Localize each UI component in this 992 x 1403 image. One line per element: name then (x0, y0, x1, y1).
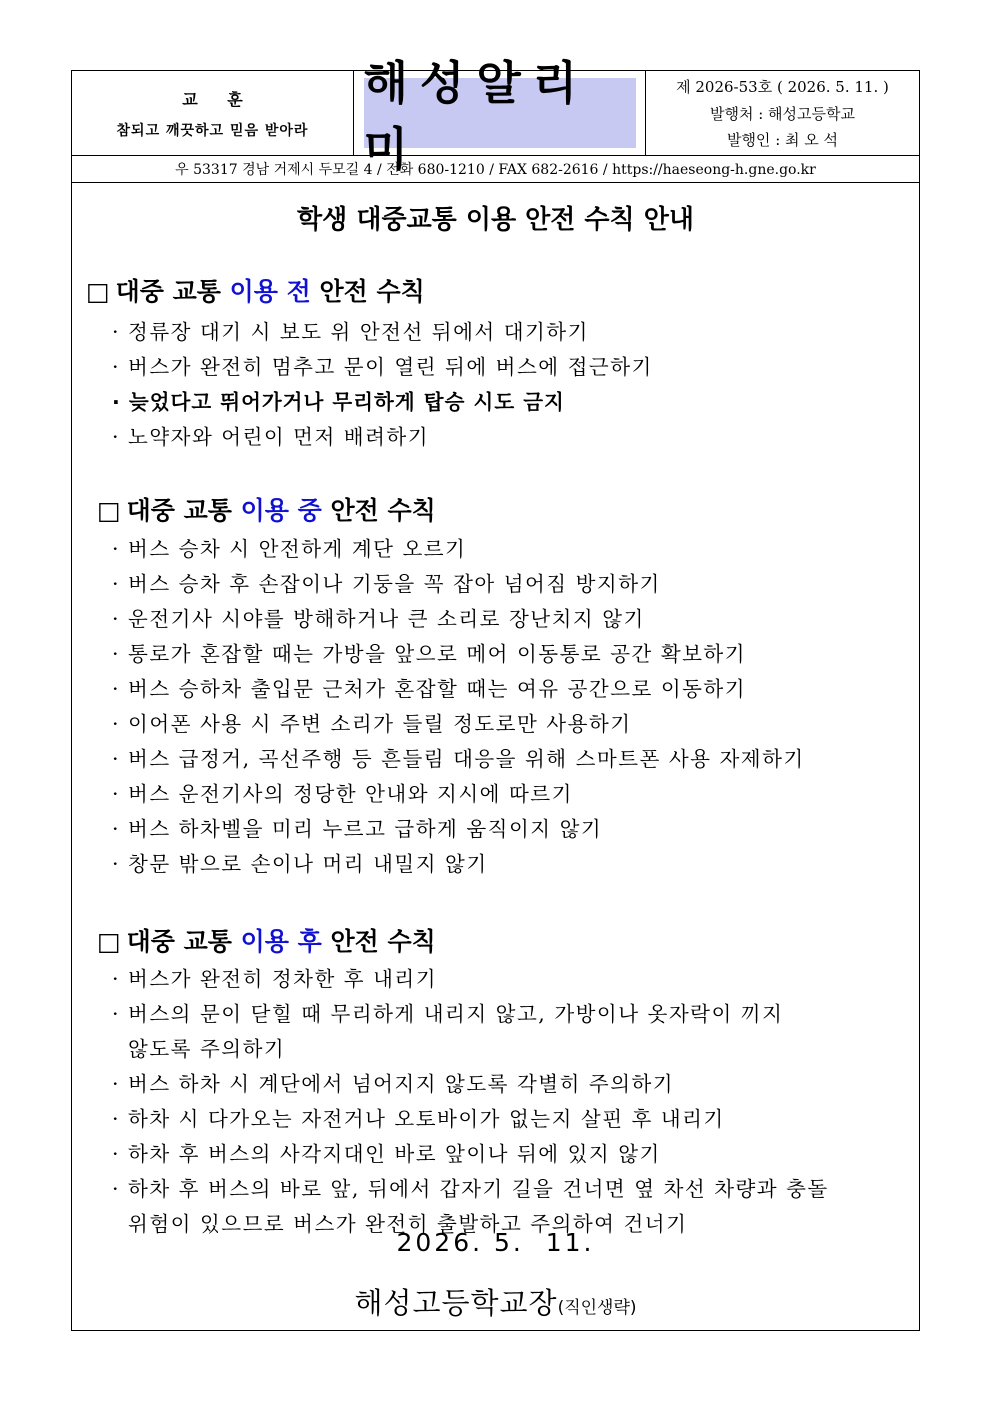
list-item: · 이어폰 사용 시 주변 소리가 들릴 정도로만 사용하기 (112, 712, 632, 736)
publication-info (646, 71, 919, 155)
list-item-continuation: 위험이 있으므로 버스가 완전히 출발하고 주의하여 건너기 (112, 1212, 688, 1236)
list-item: · 버스 하차벨을 미리 누르고 급하게 움직이지 않기 (112, 817, 603, 841)
seal-note: (직인생략) (557, 1298, 637, 1318)
list-item: · 버스가 완전히 멈추고 문이 열린 뒤에 버스에 접근하기 (112, 355, 653, 379)
section-heading-after (97, 922, 436, 958)
section-suffix: 안전 수칙 (321, 927, 436, 956)
list-item: · 늦었다고 뛰어가거나 무리하게 탑승 시도 금지 (112, 390, 565, 414)
motto-text: 참되고 깨끗하고 믿음 받아라 (116, 122, 309, 139)
list-item-continuation: 않도록 주의하기 (112, 1037, 286, 1061)
list-item: · 하차 시 다가오는 자전거나 오토바이가 없는지 살핀 후 내리기 (112, 1107, 725, 1131)
section-highlight: 이용 중 (240, 496, 322, 525)
signer (72, 1281, 919, 1322)
section-highlight: 이용 후 (240, 927, 322, 956)
list-item: · 버스 하차 시 계단에서 넘어지지 않도록 각별히 주의하기 (112, 1072, 675, 1096)
issuer: 발행인 : 최 오 석 (726, 130, 839, 149)
school-motto (72, 71, 354, 155)
list-item: · 버스가 완전히 정차한 후 내리기 (112, 967, 438, 991)
document-title: 학생 대중교통 이용 안전 수칙 안내 (297, 205, 694, 235)
section-prefix: 대중 교통 (115, 277, 230, 306)
issue-number: 제 2026-53호 ( 2026. 5. 11. ) (676, 78, 889, 97)
section-heading-during (97, 491, 436, 527)
list-item: · 버스 급정거, 곡선주행 등 흔들림 대응을 위해 스마트폰 사용 자제하기 (112, 747, 805, 771)
section-suffix: 안전 수칙 (321, 496, 436, 525)
list-item: · 버스 운전기사의 정당한 안내와 지시에 따르기 (112, 782, 573, 806)
publisher: 발행처 : 해성고등학교 (709, 104, 855, 123)
masthead (354, 56, 646, 176)
list-item: · 창문 밖으로 손이나 머리 내밀지 않기 (112, 852, 488, 876)
list-item: · 통로가 혼잡할 때는 가방을 앞으로 메어 이동통로 공간 확보하기 (112, 642, 747, 666)
section-highlight: 이용 전 (229, 277, 311, 306)
section-heading-before (86, 272, 425, 308)
list-item: · 버스의 문이 닫힐 때 무리하게 내리지 않고, 가방이나 옷자락이 끼지 (112, 1002, 784, 1026)
checkbox-square-icon: □ (97, 496, 121, 525)
section-prefix: 대중 교통 (126, 927, 241, 956)
list-item: · 버스 승차 후 손잡이나 기둥을 꼭 잡아 넘어짐 방지하기 (112, 572, 661, 596)
newsletter-title: 해성알리미 (364, 78, 636, 148)
newsletter-page (71, 56, 920, 1331)
motto-title: 교 훈 (182, 89, 255, 109)
list-item: · 하차 후 버스의 사각지대인 바로 앞이나 뒤에 있지 않기 (112, 1142, 661, 1166)
document-date: 2026. 5. 11. (396, 1228, 595, 1257)
list-item: · 하차 후 버스의 바로 앞, 뒤에서 갑자기 길을 건너면 옆 차선 차량과 충돌 (112, 1177, 829, 1201)
section-suffix: 안전 수칙 (310, 277, 425, 306)
list-item: · 정류장 대기 시 보도 위 안전선 뒤에서 대기하기 (112, 320, 589, 344)
section-prefix: 대중 교통 (126, 496, 241, 525)
list-item: · 노약자와 어린이 먼저 배려하기 (112, 425, 430, 449)
checkbox-square-icon: □ (97, 927, 121, 956)
address-bar: 우 53317 경남 거제시 두모길 4 / 전화 680-1210 / FAX 682-2616 / https://haeseong-h.gne.go.kr (72, 156, 919, 183)
list-item: · 버스 승하차 출입문 근처가 혼잡할 때는 여유 공간으로 이동하기 (112, 677, 747, 701)
list-item: · 버스 승차 시 안전하게 계단 오르기 (112, 537, 467, 561)
checkbox-square-icon: □ (86, 277, 110, 306)
list-item: · 운전기사 시야를 방해하거나 큰 소리로 장난치지 않기 (112, 607, 645, 631)
signer-name: 해성고등학교장 (354, 1286, 558, 1320)
